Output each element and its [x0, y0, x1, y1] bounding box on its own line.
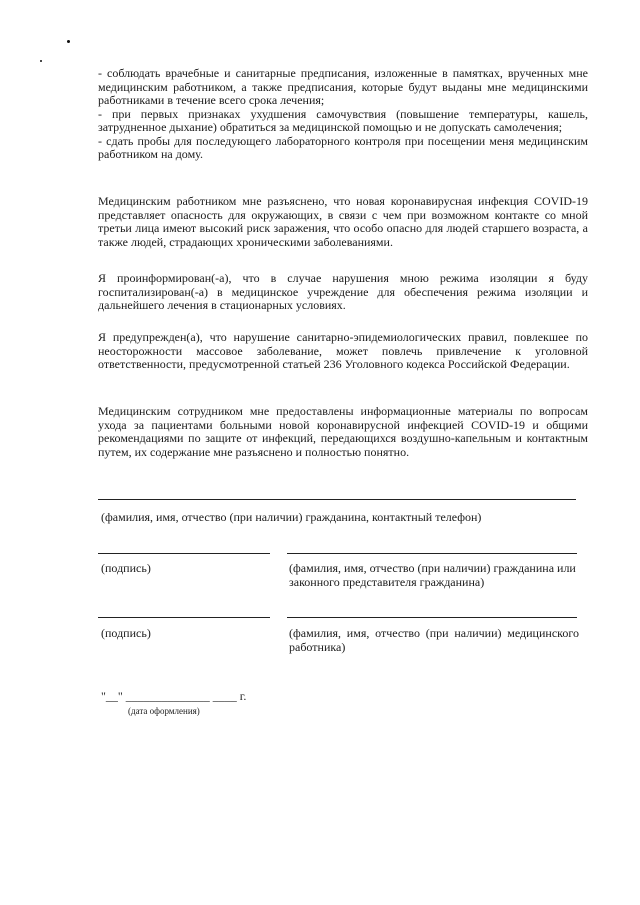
signature-caption-1: (подпись)	[101, 561, 151, 575]
date-line: "__" ______________ ____ г.	[101, 689, 247, 703]
scan-speck	[40, 60, 42, 62]
instruction-item: - при первых признаках ухудшения самочувствия (повышение температуры, кашель, затрудненное дыхание) обратиться за медицинской помощью и не допускать самолечения;	[98, 106, 588, 134]
paragraph-warned: Я предупрежден(а), что нарушение санитарно-эпидемиологических правил, повлекшее по неосторожности массовое заболевание, может повлечь привлечение к уголовной ответственности, предусмотренной статьей 236 Уголовного кодекса Российской Федерации.	[98, 330, 588, 371]
citizen-fio-caption: (фамилия, имя, отчество (при наличии) гражданина, контактный телефон)	[101, 510, 482, 524]
paragraph-informed: Я проинформирован(-а), что в случае нарушения мною режима изоляции я буду госпитализирован(-а) в медицинское учреждение для обеспечения режима изоляции и дальнейшего лечения в стационарных условиях.	[98, 271, 588, 312]
citizen-or-rep-caption: (фамилия, имя, отчество (при наличии) гражданина или законного представителя гражданина)	[289, 561, 576, 589]
signature-line-1	[98, 553, 270, 554]
signature-line-2	[98, 617, 270, 618]
paragraph-explained: Медицинским работником мне разъяснено, что новая коронавирусная инфекция COVID-19 представляет опасность для окружающих, в связи с чем при возможном контакте со мной третьи лица имеют высокий риск заражения, что особо опасно для людей старшего возраста, а также людей, страдающих хроническими заболеваниями.	[98, 194, 588, 249]
signature-caption-2: (подпись)	[101, 626, 151, 640]
citizen-fio-line	[98, 499, 576, 500]
instruction-item: - соблюдать врачебные и санитарные предписания, изложенные в памятках, врученных мне медицинским работником, а также предписания, которые будут выданы мне медицинскими работниками в течение всего срока лечения;	[98, 66, 588, 107]
citizen-or-rep-line	[287, 553, 577, 554]
medic-fio-line	[287, 617, 577, 618]
instruction-item: - сдать пробы для последующего лабораторного контроля при посещении меня медицинским работником на дому.	[98, 133, 588, 161]
medic-fio-caption: (фамилия, имя, отчество (при наличии) медицинского работника)	[289, 626, 579, 654]
scan-speck	[67, 40, 70, 43]
date-caption: (дата оформления)	[128, 706, 200, 716]
paragraph-materials: Медицинским сотрудником мне предоставлены информационные материалы по вопросам ухода за пациентами больными новой коронавирусной инфекцией COVID-19 и общими рекомендациями по защите от инфекций, передающихся воздушно-капельным и контактным путем, их содержание мне разъяснено и полностью понятно.	[98, 404, 588, 459]
instructions-list	[98, 67, 588, 162]
